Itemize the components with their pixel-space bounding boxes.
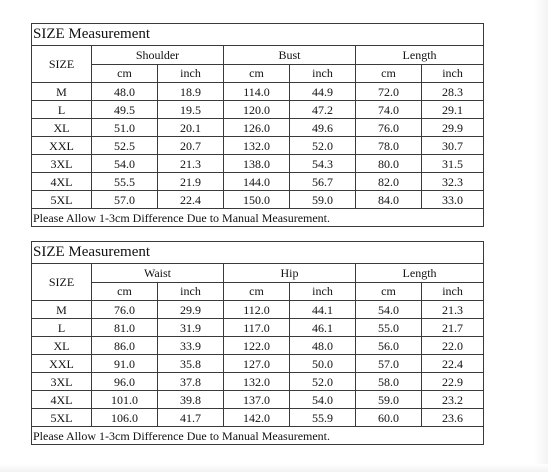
measurement-note: Please Allow 1-3cm Difference Due to Manual Measurement. bbox=[32, 209, 484, 227]
note-row bbox=[32, 209, 484, 227]
note-row bbox=[32, 427, 484, 445]
measurement-cell: 22.4 bbox=[422, 355, 484, 373]
measurement-cell: 20.7 bbox=[158, 137, 224, 155]
measurement-cell: 122.0 bbox=[224, 337, 290, 355]
measurement-cell: 19.5 bbox=[158, 101, 224, 119]
measurement-cell: 76.0 bbox=[356, 119, 422, 137]
measurement-cell: 55.9 bbox=[290, 409, 356, 427]
unit-header: inch bbox=[290, 282, 356, 301]
measurement-cell: 52.0 bbox=[290, 373, 356, 391]
size-label-cell: 3XL bbox=[32, 155, 92, 173]
unit-header: cm bbox=[224, 282, 290, 301]
measurement-cell: 44.1 bbox=[290, 301, 356, 319]
size-label-cell: XL bbox=[32, 119, 92, 137]
measurement-cell: 39.8 bbox=[158, 391, 224, 409]
measurement-cell: 33.9 bbox=[158, 337, 224, 355]
table-row bbox=[32, 391, 484, 409]
measurement-cell: 60.0 bbox=[356, 409, 422, 427]
measurement-cell: 55.5 bbox=[92, 173, 158, 191]
measurement-cell: 18.9 bbox=[158, 83, 224, 101]
measurement-cell: 54.0 bbox=[290, 391, 356, 409]
measurement-cell: 20.1 bbox=[158, 119, 224, 137]
table-row bbox=[32, 119, 484, 137]
measurement-cell: 76.0 bbox=[92, 301, 158, 319]
measurement-cell: 32.3 bbox=[422, 173, 484, 191]
unit-header: cm bbox=[92, 64, 158, 83]
table-row bbox=[32, 155, 484, 173]
measurement-cell: 54.3 bbox=[290, 155, 356, 173]
measurement-cell: 30.7 bbox=[422, 137, 484, 155]
page-bottom-edge bbox=[0, 464, 548, 472]
measurement-cell: 21.3 bbox=[422, 301, 484, 319]
measurement-cell: 57.0 bbox=[356, 355, 422, 373]
group-header-row bbox=[32, 46, 484, 65]
unit-header-row bbox=[32, 282, 484, 301]
unit-header: inch bbox=[158, 282, 224, 301]
size-column-header: SIZE bbox=[32, 46, 92, 83]
size-label-cell: XL bbox=[32, 337, 92, 355]
unit-header: inch bbox=[422, 282, 484, 301]
size-label-cell: 5XL bbox=[32, 191, 92, 209]
size-measurement-table bbox=[31, 241, 484, 445]
unit-header: cm bbox=[224, 64, 290, 83]
measurement-cell: 29.9 bbox=[422, 119, 484, 137]
group-header: Waist bbox=[92, 264, 224, 283]
unit-header: cm bbox=[92, 282, 158, 301]
measurement-cell: 137.0 bbox=[224, 391, 290, 409]
table-row bbox=[32, 191, 484, 209]
size-label-cell: XXL bbox=[32, 137, 92, 155]
measurement-cell: 22.0 bbox=[422, 337, 484, 355]
measurement-cell: 22.4 bbox=[158, 191, 224, 209]
table-title: SIZE Measurement bbox=[32, 24, 484, 46]
table-row bbox=[32, 173, 484, 191]
measurement-cell: 23.6 bbox=[422, 409, 484, 427]
size-column-header: SIZE bbox=[32, 264, 92, 301]
measurement-cell: 138.0 bbox=[224, 155, 290, 173]
size-label-cell: 4XL bbox=[32, 173, 92, 191]
measurement-cell: 31.5 bbox=[422, 155, 484, 173]
size-label-cell: 5XL bbox=[32, 409, 92, 427]
measurement-cell: 33.0 bbox=[422, 191, 484, 209]
table-row bbox=[32, 373, 484, 391]
size-label-cell: M bbox=[32, 83, 92, 101]
group-header-row bbox=[32, 264, 484, 283]
size-label-cell: L bbox=[32, 101, 92, 119]
measurement-cell: 59.0 bbox=[290, 191, 356, 209]
measurement-cell: 56.7 bbox=[290, 173, 356, 191]
measurement-cell: 37.8 bbox=[158, 373, 224, 391]
table-row bbox=[32, 83, 484, 101]
size-label-cell: 3XL bbox=[32, 373, 92, 391]
measurement-cell: 126.0 bbox=[224, 119, 290, 137]
measurement-cell: 28.3 bbox=[422, 83, 484, 101]
measurement-cell: 54.0 bbox=[92, 155, 158, 173]
measurement-cell: 72.0 bbox=[356, 83, 422, 101]
page-right-edge bbox=[534, 0, 548, 472]
measurement-cell: 35.8 bbox=[158, 355, 224, 373]
measurement-cell: 31.9 bbox=[158, 319, 224, 337]
size-measurement-table bbox=[31, 23, 484, 227]
group-header: Shoulder bbox=[92, 46, 224, 65]
measurement-cell: 54.0 bbox=[356, 301, 422, 319]
unit-header-row bbox=[32, 64, 484, 83]
size-label-cell: M bbox=[32, 301, 92, 319]
measurement-cell: 29.9 bbox=[158, 301, 224, 319]
measurement-cell: 21.3 bbox=[158, 155, 224, 173]
unit-header: inch bbox=[158, 64, 224, 83]
table-row bbox=[32, 409, 484, 427]
measurement-cell: 44.9 bbox=[290, 83, 356, 101]
measurement-cell: 84.0 bbox=[356, 191, 422, 209]
measurement-cell: 49.5 bbox=[92, 101, 158, 119]
measurement-cell: 106.0 bbox=[92, 409, 158, 427]
measurement-cell: 74.0 bbox=[356, 101, 422, 119]
measurement-cell: 48.0 bbox=[290, 337, 356, 355]
measurement-cell: 81.0 bbox=[92, 319, 158, 337]
measurement-cell: 21.7 bbox=[422, 319, 484, 337]
size-label-cell: 4XL bbox=[32, 391, 92, 409]
measurement-cell: 150.0 bbox=[224, 191, 290, 209]
unit-header: inch bbox=[422, 64, 484, 83]
size-label-cell: XXL bbox=[32, 355, 92, 373]
measurement-cell: 52.0 bbox=[290, 137, 356, 155]
table-row bbox=[32, 337, 484, 355]
measurement-cell: 29.1 bbox=[422, 101, 484, 119]
unit-header: cm bbox=[356, 282, 422, 301]
measurement-cell: 56.0 bbox=[356, 337, 422, 355]
measurement-cell: 21.9 bbox=[158, 173, 224, 191]
measurement-cell: 132.0 bbox=[224, 373, 290, 391]
measurement-cell: 50.0 bbox=[290, 355, 356, 373]
measurement-cell: 86.0 bbox=[92, 337, 158, 355]
group-header: Length bbox=[356, 264, 484, 283]
table-title-row bbox=[32, 242, 484, 264]
measurement-cell: 82.0 bbox=[356, 173, 422, 191]
table-title-row bbox=[32, 24, 484, 46]
measurement-cell: 46.1 bbox=[290, 319, 356, 337]
measurement-cell: 51.0 bbox=[92, 119, 158, 137]
size-label-cell: L bbox=[32, 319, 92, 337]
table-row bbox=[32, 301, 484, 319]
measurement-cell: 47.2 bbox=[290, 101, 356, 119]
measurement-cell: 57.0 bbox=[92, 191, 158, 209]
measurement-cell: 91.0 bbox=[92, 355, 158, 373]
measurement-cell: 127.0 bbox=[224, 355, 290, 373]
measurement-cell: 41.7 bbox=[158, 409, 224, 427]
table-row bbox=[32, 101, 484, 119]
unit-header: inch bbox=[290, 64, 356, 83]
measurement-cell: 52.5 bbox=[92, 137, 158, 155]
measurement-cell: 78.0 bbox=[356, 137, 422, 155]
measurement-cell: 114.0 bbox=[224, 83, 290, 101]
unit-header: cm bbox=[356, 64, 422, 83]
measurement-cell: 48.0 bbox=[92, 83, 158, 101]
measurement-cell: 23.2 bbox=[422, 391, 484, 409]
measurement-cell: 112.0 bbox=[224, 301, 290, 319]
measurement-cell: 49.6 bbox=[290, 119, 356, 137]
measurement-cell: 96.0 bbox=[92, 373, 158, 391]
measurement-cell: 22.9 bbox=[422, 373, 484, 391]
group-header: Hip bbox=[224, 264, 356, 283]
group-header: Bust bbox=[224, 46, 356, 65]
measurement-cell: 59.0 bbox=[356, 391, 422, 409]
table-title: SIZE Measurement bbox=[32, 242, 484, 264]
measurement-cell: 144.0 bbox=[224, 173, 290, 191]
measurement-cell: 120.0 bbox=[224, 101, 290, 119]
measurement-cell: 142.0 bbox=[224, 409, 290, 427]
measurement-cell: 80.0 bbox=[356, 155, 422, 173]
measurement-cell: 117.0 bbox=[224, 319, 290, 337]
measurement-cell: 101.0 bbox=[92, 391, 158, 409]
table-row bbox=[32, 319, 484, 337]
measurement-cell: 58.0 bbox=[356, 373, 422, 391]
measurement-cell: 132.0 bbox=[224, 137, 290, 155]
measurement-cell: 55.0 bbox=[356, 319, 422, 337]
measurement-note: Please Allow 1-3cm Difference Due to Manual Measurement. bbox=[32, 427, 484, 445]
table-row bbox=[32, 355, 484, 373]
table-row bbox=[32, 137, 484, 155]
group-header: Length bbox=[356, 46, 484, 65]
